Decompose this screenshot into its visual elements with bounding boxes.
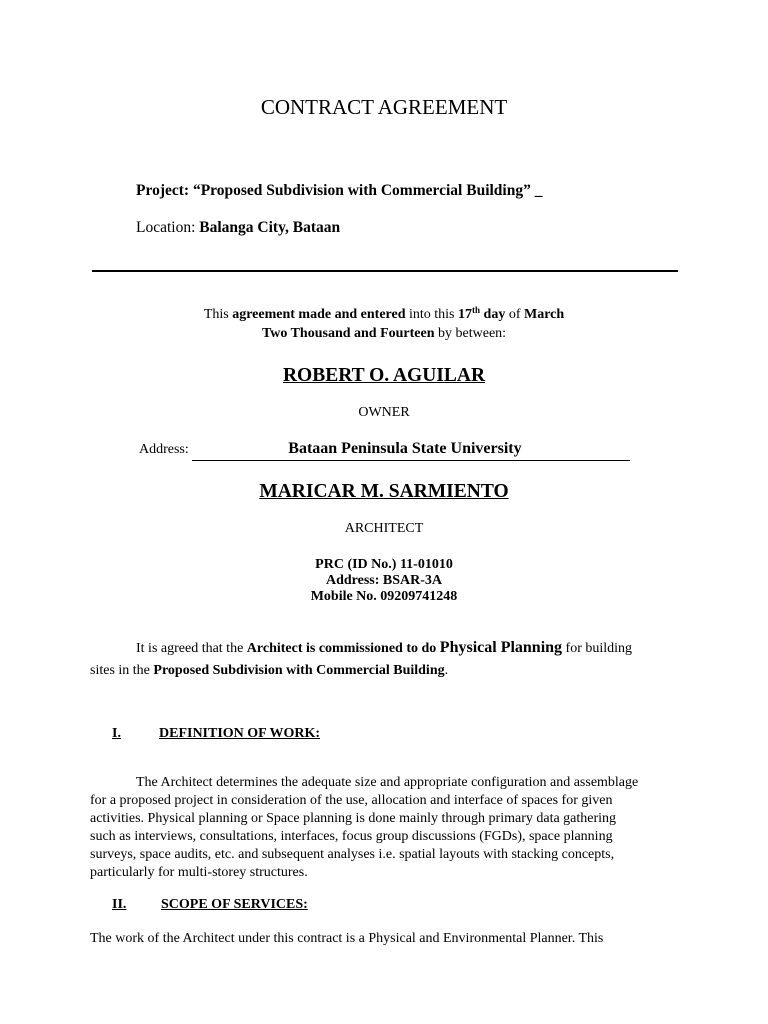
section-1-line: particularly for multi-storey structures. [90, 865, 308, 880]
section-1-line: for a proposed project in consideration of the use, allocation and interface of spaces for given [90, 793, 613, 808]
section-1-line: such as interviews, consultations, interfaces, focus group discussions (FGDs), space planning [90, 829, 613, 844]
agreed-text-3: Physical Planning [439, 639, 563, 656]
owner-name: ROBERT O. AGUILAR [282, 365, 486, 386]
intro-by: by between: [438, 326, 507, 341]
owner-address-line [139, 442, 630, 459]
intro-line-1 [0, 307, 768, 323]
architect-block [0, 481, 768, 503]
project-line [136, 182, 542, 200]
section-2-body: The work of the Architect under this contract is a Physical and Environmental Planner. This [90, 931, 604, 946]
intro-this: This [203, 307, 229, 322]
agreed-text-6: Proposed Subdivision with Commercial Building [153, 663, 445, 678]
agreed-text-1: It is agreed that the [136, 641, 244, 656]
address-value: Bataan Peninsula State University [288, 440, 522, 457]
intro-day-number: 17th [458, 305, 481, 322]
horizontal-rule [92, 270, 678, 272]
intro-day-suffix: th [472, 305, 481, 315]
agreed-text-5: sites in the [90, 663, 150, 678]
location-value: Balanga City, Bataan [199, 219, 341, 236]
project-label: Project: [136, 182, 190, 199]
architect-mobile: Mobile No. 09209741248 [310, 589, 458, 604]
intro-day: day [483, 307, 506, 322]
location-label: Location: [136, 219, 196, 236]
section-1-line: The Architect determines the adequate size and appropriate configuration and assemblage [136, 775, 639, 790]
intro-of: of [508, 307, 521, 322]
owner-block [0, 365, 768, 387]
section-1-line: activities. Physical planning or Space planning is done mainly through primary data gathering [90, 811, 617, 826]
agreement-paragraph [90, 639, 680, 680]
intro-into: into this [409, 307, 455, 322]
address-label: Address: [139, 442, 189, 457]
project-value: “Proposed Subdivision with Commercial Building” _ [192, 182, 543, 199]
address-blank [192, 440, 630, 461]
architect-role: ARCHITECT [344, 521, 424, 536]
location-line [136, 219, 340, 237]
architect-prc: PRC (ID No.) 11-01010 [315, 557, 453, 572]
intro-agreement: agreement made and entered [232, 307, 406, 322]
architect-address: Address: BSAR-3A [325, 573, 443, 588]
owner-role: OWNER [358, 405, 410, 420]
agreed-text-2: Architect is commissioned to do [246, 641, 437, 656]
agreed-text-4: for building [565, 641, 633, 656]
section-2-title: SCOPE OF SERVICES: [161, 897, 308, 912]
agreed-text-7: . [444, 663, 449, 678]
intro-year: Two Thousand and Fourteen [261, 326, 435, 341]
section-1-line: surveys, space audits, etc. and subsequent analyses i.e. spatial layouts with stacking concepts, [90, 847, 615, 862]
section-2-number: II. [112, 897, 127, 912]
section-1-title: DEFINITION OF WORK: [159, 726, 321, 741]
intro-month: March [524, 307, 565, 322]
section-1-body [90, 774, 690, 882]
page-title: CONTRACT AGREEMENT [260, 95, 508, 119]
section-1-number: I. [112, 726, 121, 741]
architect-name: MARICAR M. SARMIENTO [259, 481, 509, 502]
intro-line-2 [0, 326, 768, 342]
